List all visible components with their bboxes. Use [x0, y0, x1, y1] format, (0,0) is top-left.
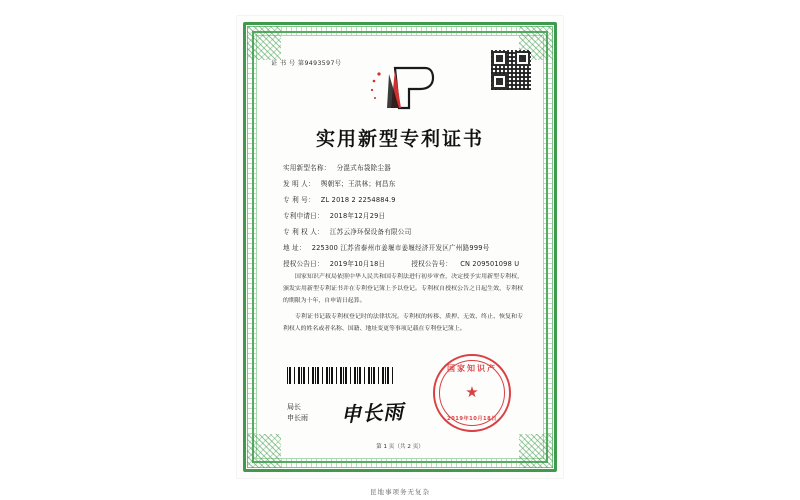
- field-label-grant-date: 授权公告日：: [283, 260, 324, 269]
- page-number: 第 1 页（共 2 页）: [376, 444, 424, 450]
- field-label: 专 利 权 人：: [283, 228, 324, 237]
- field-value: 江苏云净环保设备有限公司: [329, 228, 412, 237]
- field-row-inventors: [283, 178, 525, 191]
- barcode: [287, 367, 393, 384]
- director-title: 局长: [287, 403, 301, 412]
- page-title: 实用新型专利证书: [315, 128, 484, 150]
- field-label: 地 址：: [283, 244, 306, 253]
- certificate-number: 证 书 号 第9493597号: [271, 60, 342, 67]
- field-label: 专利申请日：: [283, 212, 324, 221]
- field-row-patent-number: [283, 194, 525, 207]
- border-pattern-top: [281, 27, 519, 35]
- border-pattern-left: [248, 60, 256, 434]
- border-pattern-right: [544, 60, 552, 434]
- field-label: 发 明 人：: [283, 180, 315, 189]
- director-signature-labels: [287, 402, 308, 424]
- border-pattern-bottom: [281, 459, 519, 467]
- handwritten-signature: 申长雨: [340, 399, 405, 427]
- qr-finder-bottom-left: [492, 74, 507, 89]
- field-value: ZL 2018 2 2254884.9: [320, 196, 396, 205]
- field-value: 分混式布袋除尘器: [336, 164, 391, 172]
- grant-announcement-number-group: [411, 258, 519, 271]
- field-label: 实用新型名称：: [283, 164, 331, 172]
- field-value: 2018年12月29日: [329, 212, 386, 221]
- official-red-seal: [433, 354, 511, 432]
- field-row-patentee: [283, 226, 525, 239]
- qr-code: [491, 50, 531, 90]
- field-value-grant-date: 2019年10月18日: [329, 260, 386, 269]
- legal-paragraph-1: 国家知识产权局依照中华人民共和国专利法进行初步审查，决定授予实用新型专利权，颁发实用新型专利证书并在专利登记簿上予以登记。专利权自授权公告之日起生效，专利权的期限为十年，自申请日起算。: [283, 274, 523, 304]
- seal-date-text: 2019年10月18日: [447, 416, 497, 422]
- legal-paragraph-2: 专利证书记载专利权登记时的法律状况。专利权的转移、质押、无效、终止、恢复和专利权人的姓名或者名称、国籍、地址变更等事项记载在专利登记簿上。: [283, 314, 523, 333]
- patent-fields: [283, 162, 525, 274]
- field-row-utility-model-name: [283, 162, 525, 175]
- qr-finder-top-left: [492, 51, 507, 66]
- field-row-application-date: [283, 210, 525, 223]
- patent-certificate-page: [237, 16, 563, 478]
- director-name: 申长雨: [287, 414, 308, 423]
- seal-top-text: 国家知识产: [447, 364, 497, 373]
- field-value: 舆朝军；王洪林；何昌东: [320, 180, 396, 189]
- field-row-grant-announcement: [283, 258, 525, 271]
- seal-star-icon: ★: [465, 383, 479, 402]
- patent-emblem-icon: [365, 64, 435, 112]
- legal-text: [283, 272, 523, 341]
- field-value: 225300 江苏省泰州市姜堰市姜堰经济开发区广州路999号: [311, 244, 490, 253]
- field-value-announcement-no: CN 209501098 U: [460, 260, 520, 269]
- footer-note: 昆地事项务无复杂: [370, 488, 430, 496]
- certificate-content: [261, 40, 539, 454]
- qr-finder-top-right: [515, 51, 530, 66]
- field-row-address: [283, 242, 525, 255]
- field-label-announcement-no: 授权公告号：: [411, 260, 453, 269]
- field-label: 专 利 号：: [283, 196, 315, 205]
